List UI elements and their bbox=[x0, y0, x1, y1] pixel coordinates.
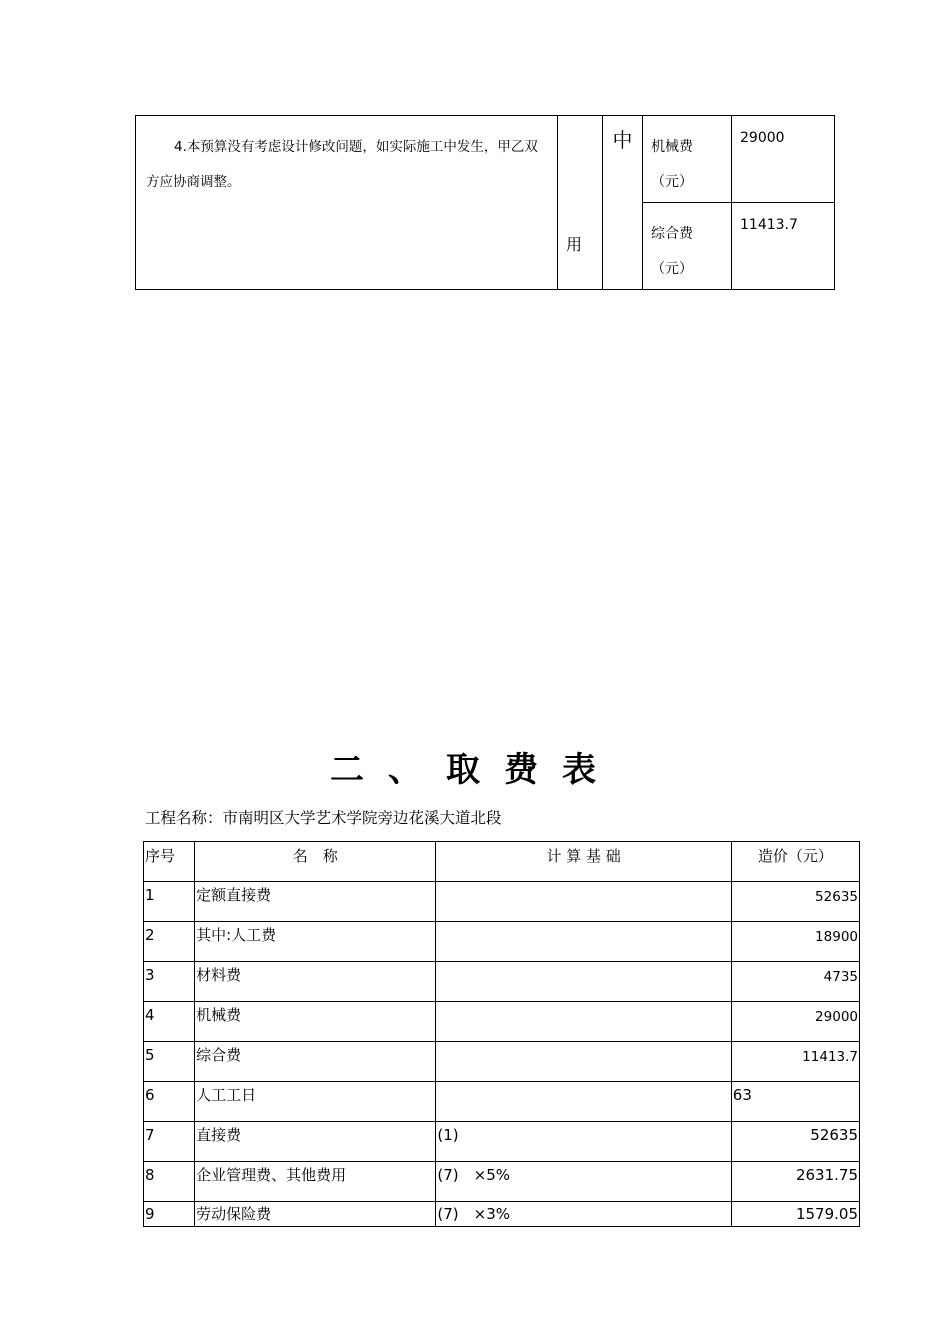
note-cell bbox=[136, 116, 558, 290]
row-name: 企业管理费、其他费用 bbox=[195, 1162, 436, 1202]
budget-notes-table bbox=[135, 115, 835, 290]
table-row bbox=[144, 882, 860, 922]
row-price: 4735 bbox=[731, 962, 859, 1002]
row-price: 1579.05 bbox=[731, 1202, 859, 1227]
row-price: 52635 bbox=[731, 882, 859, 922]
composite-value: 11413.7 bbox=[740, 217, 798, 233]
row-price: 52635 bbox=[731, 1122, 859, 1162]
row-price: 18900 bbox=[731, 922, 859, 962]
header-price: 造价（元） bbox=[731, 842, 859, 882]
row-name: 直接费 bbox=[195, 1122, 436, 1162]
table-row bbox=[144, 1202, 860, 1227]
row-no: 3 bbox=[144, 962, 195, 1002]
composite-label-cell bbox=[643, 203, 732, 290]
row-basis bbox=[436, 882, 731, 922]
row-name: 人工工日 bbox=[195, 1082, 436, 1122]
table-row bbox=[144, 1042, 860, 1082]
project-name: 工程名称：市南明区大学艺术学院旁边花溪大道北段 bbox=[145, 809, 502, 827]
row-name: 定额直接费 bbox=[195, 882, 436, 922]
row-basis bbox=[436, 1082, 731, 1122]
row-no: 5 bbox=[144, 1042, 195, 1082]
row-basis: (7) ×3% bbox=[436, 1202, 731, 1227]
table-row bbox=[144, 1082, 860, 1122]
machinery-value: 29000 bbox=[740, 130, 785, 146]
row-no: 6 bbox=[144, 1082, 195, 1122]
row-basis bbox=[436, 1042, 731, 1082]
row-no: 8 bbox=[144, 1162, 195, 1202]
row-no: 2 bbox=[144, 922, 195, 962]
row-name: 机械费 bbox=[195, 1002, 436, 1042]
row-no: 9 bbox=[144, 1202, 195, 1227]
row-price: 29000 bbox=[731, 1002, 859, 1042]
row-price: 63 bbox=[731, 1082, 859, 1122]
fee-table bbox=[143, 841, 860, 1227]
header-no: 序号 bbox=[144, 842, 195, 882]
budget-note: 4.本预算没有考虑设计修改问题，如实际施工中发生，甲乙双方应协商调整。 bbox=[146, 139, 538, 190]
machinery-unit: （元） bbox=[651, 174, 693, 190]
table-header-row bbox=[144, 842, 860, 882]
composite-label: 综合费 bbox=[651, 226, 693, 242]
row-basis bbox=[436, 962, 731, 1002]
row-price: 2631.75 bbox=[731, 1162, 859, 1202]
row-name: 其中:人工费 bbox=[195, 922, 436, 962]
page-title: 二、取费表 bbox=[330, 750, 620, 790]
row-basis: (7) ×5% bbox=[436, 1162, 731, 1202]
machinery-label: 机械费 bbox=[651, 139, 693, 155]
row-no: 1 bbox=[144, 882, 195, 922]
row-basis: (1) bbox=[436, 1122, 731, 1162]
row-name: 材料费 bbox=[195, 962, 436, 1002]
mid-char: 中 bbox=[612, 128, 633, 152]
row-no: 4 bbox=[144, 1002, 195, 1042]
table-row bbox=[144, 1002, 860, 1042]
row-name: 劳动保险费 bbox=[195, 1202, 436, 1227]
composite-unit: （元） bbox=[651, 261, 693, 277]
row-no: 7 bbox=[144, 1122, 195, 1162]
row-basis bbox=[436, 922, 731, 962]
header-basis: 计 算 基 础 bbox=[436, 842, 731, 882]
table-row bbox=[144, 922, 860, 962]
side-char: 用 bbox=[566, 235, 583, 254]
mid-char-cell bbox=[603, 116, 643, 290]
machinery-value-cell bbox=[732, 116, 835, 203]
row-name: 综合费 bbox=[195, 1042, 436, 1082]
side-char-cell bbox=[558, 116, 603, 290]
row-basis bbox=[436, 1002, 731, 1042]
machinery-label-cell bbox=[643, 116, 732, 203]
header-name: 名 称 bbox=[195, 842, 436, 882]
row-price: 11413.7 bbox=[731, 1042, 859, 1082]
table-row bbox=[144, 1162, 860, 1202]
table-row bbox=[144, 1122, 860, 1162]
composite-value-cell bbox=[732, 203, 835, 290]
table-row bbox=[144, 962, 860, 1002]
